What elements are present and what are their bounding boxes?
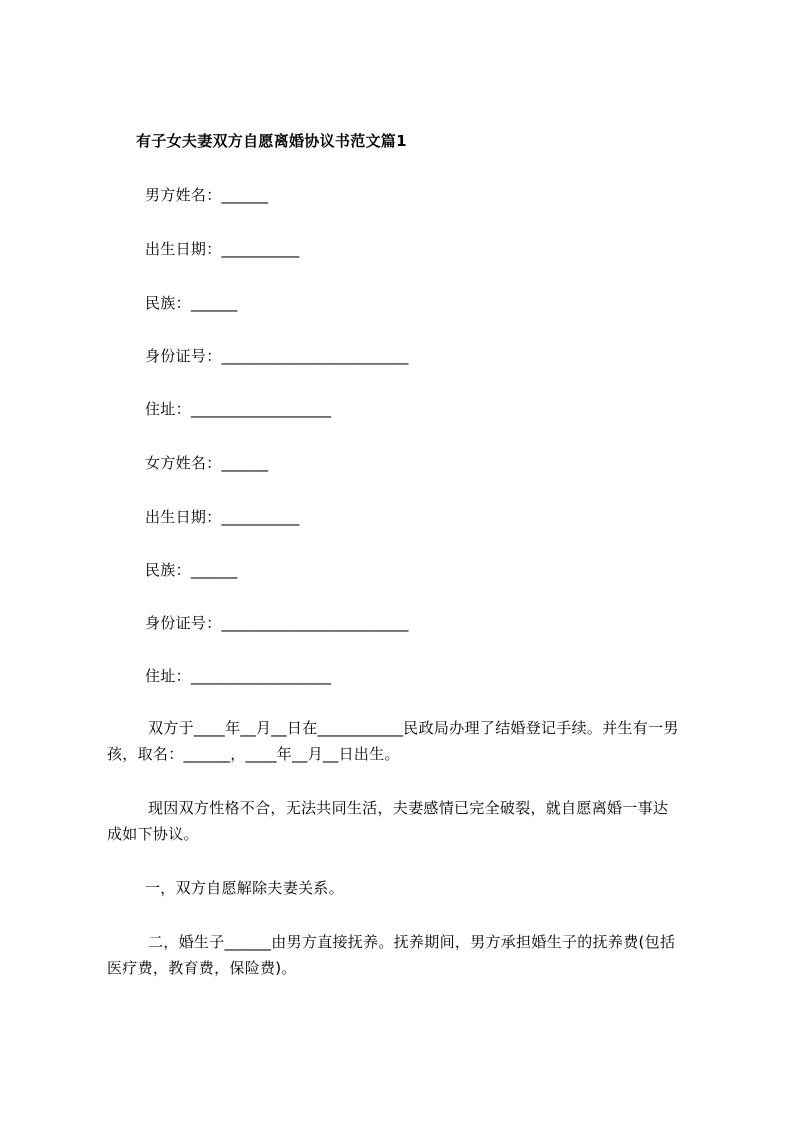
field-male-id-number: 身份证号：________________________ — [145, 347, 409, 365]
field-female-address: 住址：__________________ — [145, 667, 332, 685]
field-male-birth-date: 出生日期：__________ — [145, 240, 300, 258]
field-female-ethnicity: 民族：______ — [145, 561, 238, 579]
field-male-ethnicity: 民族：______ — [145, 294, 238, 312]
paragraph-reason-line1: 现因双方性格不合，无法共同生活，夫妻感情已完全破裂，就自愿离婚一事达 — [148, 799, 669, 817]
clause-one: 一，双方自愿解除夫妻关系。 — [145, 879, 344, 897]
paragraph-marriage-line1: 双方于____年__月__日在___________民政局办理了结婚登记手续。并生有一男 — [148, 719, 679, 737]
paragraph-marriage-line2: 孩，取名：______，____年__月__日出生。 — [107, 745, 400, 763]
field-female-id-number: 身份证号：________________________ — [145, 614, 409, 632]
document-title: 有子女夫妻双方自愿离婚协议书范文篇1 — [136, 132, 407, 150]
clause-two-line2: 医疗费，教育费，保险费)。 — [107, 959, 297, 977]
field-male-address: 住址：__________________ — [145, 400, 332, 418]
field-male-name: 男方姓名：______ — [145, 186, 269, 204]
field-female-birth-date: 出生日期：__________ — [145, 508, 300, 526]
paragraph-reason-line2: 成如下协议。 — [107, 825, 199, 843]
field-female-name: 女方姓名：______ — [145, 454, 269, 472]
clause-two-line1: 二，婚生子______由男方直接抚养。抚养期间，男方承担婚生子的抚养费(包括 — [148, 933, 676, 951]
